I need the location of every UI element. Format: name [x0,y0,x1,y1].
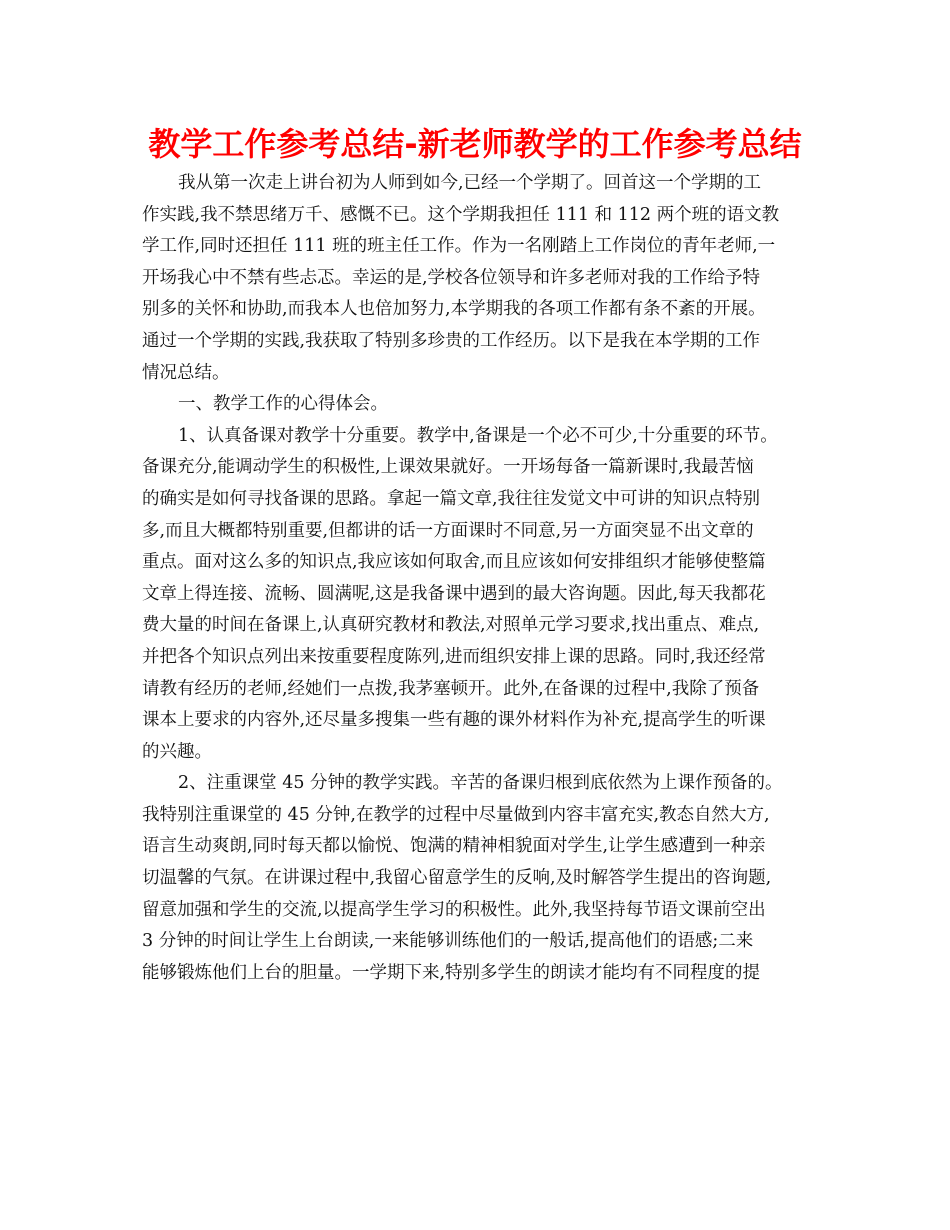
paragraph-first-line: 我从第一次走上讲台初为人师到如今,已经一个学期了。回首这一个学期的工 [178,173,762,193]
paragraph-line: 留意加强和学生的交流,以提高学生学习的积极性。此外,我坚持每节语文课前空出 [142,899,766,920]
paragraph-line: 请教有经历的老师,经她们一点拨,我茅塞顿开。此外,在备课的过程中,我除了预备 [142,678,760,699]
document-body [142,168,822,989]
paragraph-line: 文章上得连接、流畅、圆满呢,这是我备课中遇到的最大咨询题。因此,每天我都花 [142,583,766,604]
document-title: 教学工作参考总结-新老师教学的工作参考总结 [148,125,802,163]
paragraph-line: 备课充分,能调动学生的积极性,上课效果就好。一开场每备一篇新课时,我最苦恼 [142,457,754,478]
paragraph-line: 通过一个学期的实践,我获取了特别多珍贵的工作经历。以下是我在本学期的工作 [142,330,761,351]
paragraph-line: 能够锻炼他们上台的胆量。一学期下来,特别多学生的朗读才能均有不同程度的提 [142,962,761,983]
paragraph-line: 多,而且大概都特别重要,但都讲的话一方面课时不同意,另一方面突显不出文章的 [142,520,754,541]
paragraph-line: 情况总结。 [142,362,230,383]
paragraph-line: 语言生动爽朗,同时每天都以愉悦、饱满的精神相貌面对学生,让学生感遭到一种亲 [142,836,766,857]
paragraph-line: 切温馨的气氛。在讲课过程中,我留心留意学生的反响,及时解答学生提出的咨询题, [142,868,772,889]
paragraph-line: 开场我心中不禁有些忐忑。幸运的是,学校各位领导和许多老师对我的工作给予特 [142,267,761,288]
paragraph-line: 我特别注重课堂的 45 分钟,在教学的过程中尽量做到内容丰富充实,教态自然大方, [142,804,770,825]
paragraph-line: 作实践,我不禁思绪万千、感慨不已。这个学期我担任 111 和 112 两个班的语文教 [142,204,780,225]
paragraph-line: 课本上要求的内容外,还尽量多搜集一些有趣的课外材料作为补充,提高学生的听课 [142,710,766,731]
paragraph-first-line: 一、教学工作的心得体会。 [178,394,388,415]
paragraph-line: 别多的关怀和协助,而我本人也倍加努力,本学期我的各项工作都有条不紊的开展。 [142,299,766,320]
paragraph-line: 并把各个知识点列出来按重要程度陈列,进而组织安排上课的思路。同时,我还经常 [142,646,766,667]
paragraph-line: 学工作,同时还担任 111 班的班主任工作。作为一名刚踏上工作岗位的青年老师,一 [142,236,776,257]
paragraph-line: 3 分钟的时间让学生上台朗读,一来能够训练他们的一般话,提高他们的语感;二来 [142,931,754,952]
paragraph-first-line: 2、注重课堂 45 分钟的教学实践。辛苦的备课归根到底依然为上课作预备的。 [178,773,783,794]
paragraph-line: 费大量的时间在备课上,认真研究教材和教法,对照单元学习要求,找出重点、难点, [142,615,760,636]
paragraph-first-line: 1、认真备课对教学十分重要。教学中,备课是一个必不可少,十分重要的环节。 [178,425,778,446]
paragraph-line: 重点。面对这么多的知识点,我应该如何取舍,而且应该如何安排组织才能够使整篇 [142,552,766,573]
paragraph-line: 的兴趣。 [142,741,212,762]
paragraph-line: 的确实是如何寻找备课的思路。拿起一篇文章,我往往发觉文中可讲的知识点特别 [142,488,761,509]
